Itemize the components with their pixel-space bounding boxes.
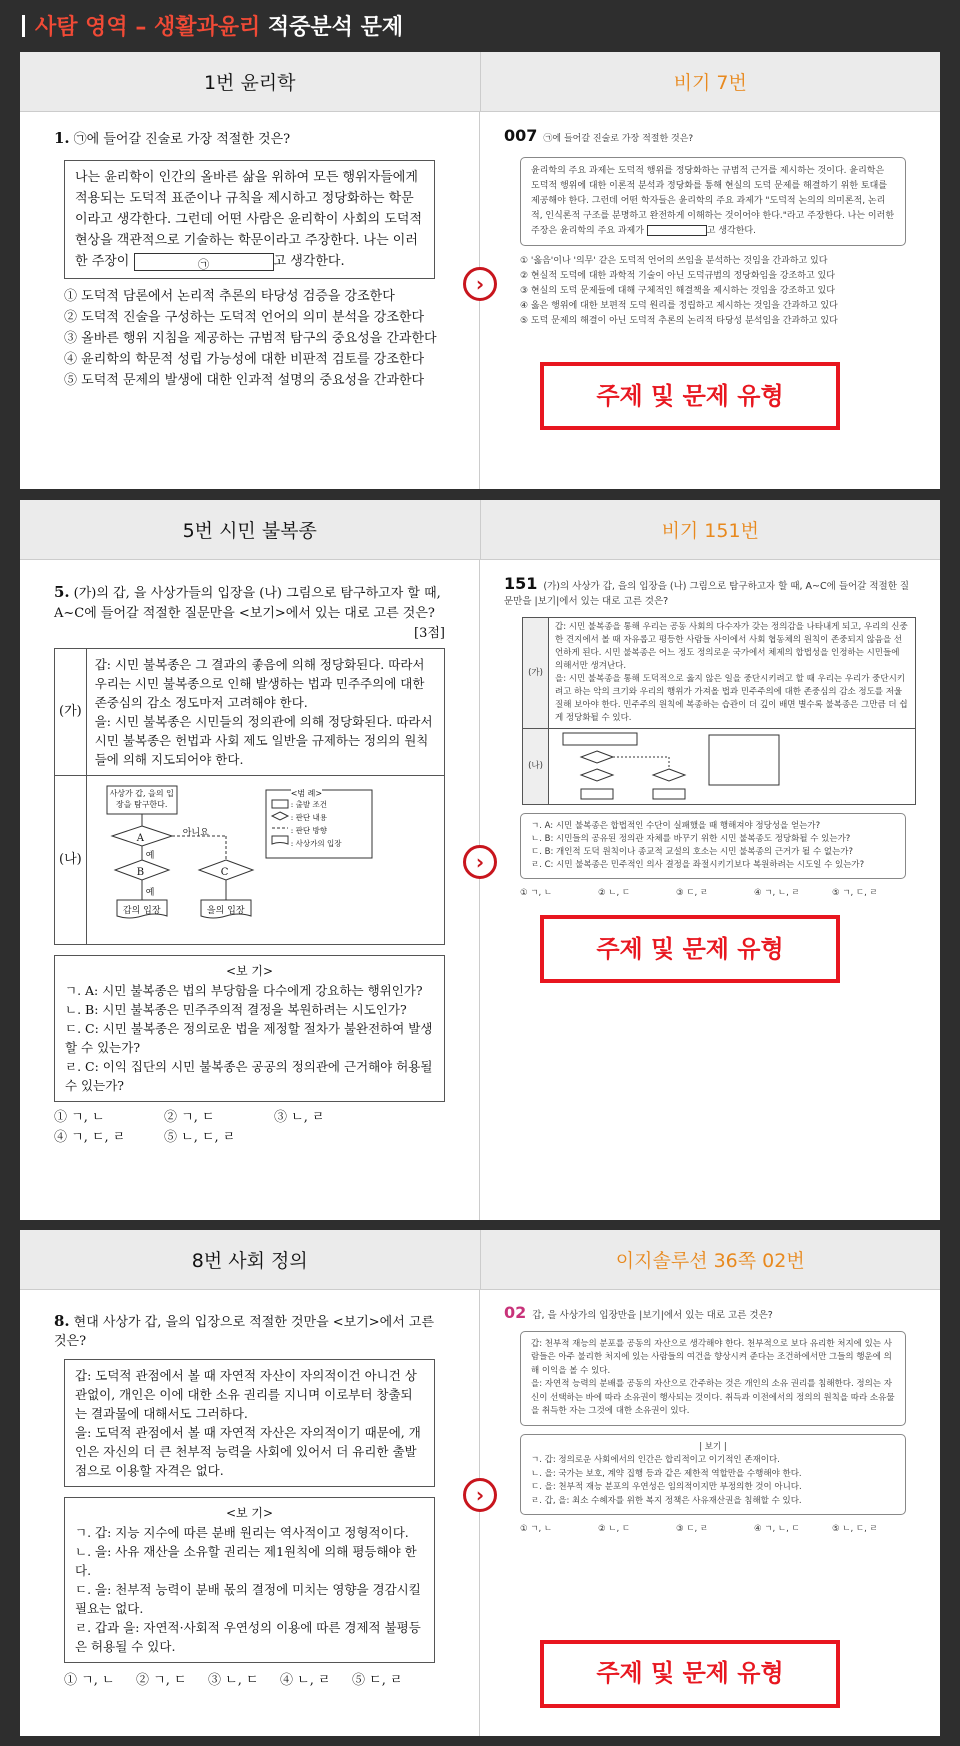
ga-statement: 갑: 시민 불복종은 그 결과의 좋음에 의해 정당화된다. 따라서 우리는 시민 불복종으로 인해 발생하는 법과 민주주의에 대한 존중심의 감소 정도마저 고려해야 한다. xyxy=(94,657,425,710)
title-suffix: 적중분석 문제 xyxy=(260,15,404,40)
bogi-item: ㄷ. 을: 천부적 능력이 분배 몫의 결정에 미치는 영향을 경감시킬 필요는 없다. xyxy=(75,1582,421,1616)
legend-items xyxy=(291,798,342,850)
bogi-item: ㄷ. C: 시민 불복종은 정의로운 법을 제정할 절차가 불완전하여 발생할 수 있는가? xyxy=(65,1021,433,1055)
source-question xyxy=(480,112,940,489)
points-label: [3점] xyxy=(414,626,445,641)
source-bogi-item: ㄴ. B: 시민들의 공유된 정의관 자체를 바꾸기 위한 시민 불복종도 정당화될 수 있는가? xyxy=(531,834,851,844)
source-option: ⑤ 도덕 문제의 해결이 아닌 도덕적 추론의 논리적 타당성 분석임을 간과하고 있다 xyxy=(520,316,838,326)
question-number: 5. xyxy=(54,583,70,601)
option: ④ 윤리학의 학문적 성립 가능성에 대한 비판적 검토를 강조한다 xyxy=(64,352,425,367)
exam-question-label: 5번 시민 불복종 xyxy=(20,500,481,559)
source-stem xyxy=(504,128,916,147)
source-bogi-item: ㄱ. 갑: 정의로운 사회에서의 인간은 합리적이고 이기적인 존재이다. xyxy=(531,1455,780,1465)
passage-box xyxy=(64,1359,435,1487)
title-accent: 생활과윤리 xyxy=(154,15,261,40)
source-option: ② ㄴ, ㄷ xyxy=(598,1524,631,1534)
source-options xyxy=(504,1523,916,1537)
option: ④ ㄴ, ㄹ xyxy=(280,1673,331,1688)
row-label-ga: (가) xyxy=(523,618,549,729)
legend-item: : 판단 내용 xyxy=(290,813,327,822)
option: ④ ㄱ, ㄷ, ㄹ xyxy=(54,1130,126,1145)
flow-no-label: 아니요 xyxy=(182,828,209,838)
source-bogi-item: ㄷ. B: 개인적 도덕 원칙이나 종교적 교설의 호소는 시민 불복종의 근거가 될 수 없는가? xyxy=(531,847,853,857)
legend-title: <범 례> xyxy=(291,784,322,804)
source-question-label: 이지솔루션 36쪽 02번 xyxy=(615,1250,805,1272)
source-options xyxy=(504,254,916,329)
exam-question-label: 8번 사회 정의 xyxy=(20,1230,481,1289)
option: ① ㄱ, ㄴ xyxy=(54,1110,105,1125)
chevron-right-icon: › xyxy=(463,1478,497,1512)
exam-question xyxy=(20,1290,480,1736)
source-passage-box xyxy=(520,1331,906,1426)
source-statements xyxy=(549,618,916,729)
bogi-item: ㄱ. A: 시민 불복종은 법의 부당함을 다수에게 강요하는 행위인가? xyxy=(65,983,423,998)
source-question-label: 비기 151번 xyxy=(661,520,759,542)
flow-b-label: B xyxy=(136,867,145,878)
source-bogi-item: ㄹ. C: 시민 불복종은 민주적인 의사 결정을 좌절시키기보다 복원하려는 시도일 수 있는가? xyxy=(531,860,865,870)
flowchart-cell xyxy=(86,776,444,945)
source-bogi-box xyxy=(520,813,906,879)
question-stem xyxy=(54,128,445,150)
source-number: 007 xyxy=(504,126,538,145)
source-option: ③ 현실의 도덕 문제들에 대해 구체적인 해결책을 제시하는 것임을 강조하고 있다 xyxy=(520,286,835,296)
source-option: ② 현실적 도덕에 대한 과학적 기술이 아닌 도덕규범의 정당화임을 강조하고 있다 xyxy=(520,271,835,281)
bogi-box xyxy=(54,955,445,1102)
source-option: ① ㄱ, ㄴ xyxy=(520,888,553,898)
source-stem xyxy=(504,576,916,609)
source-stem xyxy=(504,1303,916,1323)
bogi-item: ㄹ. 갑과 을: 자연적·사회적 우연성의 이용에 따른 경제적 불평등은 허용될 수 있다. xyxy=(75,1620,421,1654)
flow-output-eul xyxy=(653,789,685,799)
legend-item: : 출발 조건 xyxy=(290,800,327,809)
exam-question xyxy=(20,112,480,489)
flow-diamond-b xyxy=(581,769,613,781)
passage-box xyxy=(64,160,435,279)
flow-c-label: C xyxy=(220,867,229,878)
source-option: ② ㄴ, ㄷ xyxy=(598,888,631,898)
row-label-na: (나) xyxy=(55,776,87,945)
options-list xyxy=(54,1108,445,1148)
bogi-item: ㄴ. B: 시민 불복종은 민주주의적 결정을 복원하려는 시도인가? xyxy=(65,1002,407,1017)
flow-a-label: A xyxy=(136,833,144,844)
source-options xyxy=(504,887,916,900)
answer-blank: ㉠ xyxy=(134,253,274,271)
flow-diamond-a xyxy=(581,751,613,763)
source-option: ③ ㄷ, ㄹ xyxy=(676,1524,709,1534)
question-number: 1. xyxy=(54,129,70,147)
source-question-text: ㉠에 들어갈 진술로 가장 적절한 것은? xyxy=(543,134,694,144)
section-social-justice xyxy=(20,1230,940,1736)
source-passage-text: 윤리학의 주요 과제는 도덕적 행위를 정당화하는 규범적 근거를 제시하는 것이다. 윤리학은 도덕적 행위에 대한 이론적 분석과 정당화를 통해 현실의 도덕 문제를 해결하기 위한 토대를 제공해야 한다. 그런데 어떤 학자들은 윤리학의 주요 과제가 "도덕적 논의의 의미론적, 논리적, 인식론적 구조를 분명하고 완전하게 이해하는 것이어야 한다."라고 주장한다. 나는 이러한 주장은 윤리학의 주요 과제가 xyxy=(531,166,895,236)
row-label-ga: (가) xyxy=(55,649,87,776)
flow-output-ga xyxy=(581,789,613,799)
source-bogi-item: ㄹ. 갑, 을: 최소 수혜자를 위한 복지 정책은 사유재산권을 침해할 수 있다. xyxy=(531,1495,802,1506)
source-option: ④ 옳은 행위에 대한 보편적 도덕 원리를 정립하고 제시하는 것임을 간과하고 있다 xyxy=(520,301,838,311)
bogi-title: <보 기> xyxy=(225,964,274,978)
topic-type-badge: 주제 및 문제 유형 xyxy=(540,362,840,430)
flow-yes-label: 예 xyxy=(145,888,155,898)
source-question-text: (가)의 사상가 갑, 을의 입장을 (나) 그림으로 탐구하고자 할 때, A~C에 들어갈 적절한 질문만을 |보기|에서 있는 대로 고른 것은? xyxy=(504,581,910,607)
source-question-text: 갑, 을 사상가의 입장만을 |보기|에서 있는 대로 고른 것은? xyxy=(532,1310,773,1321)
source-option: ⑤ ㄱ, ㄷ, ㄹ xyxy=(832,888,878,898)
source-flowchart-svg xyxy=(559,731,789,803)
source-question xyxy=(480,560,940,1220)
ga-na-table xyxy=(54,648,445,945)
chevron-right-icon: › xyxy=(463,267,497,301)
flow-output-eul-text: 을의 입장 xyxy=(206,906,245,916)
source-number: 02 xyxy=(504,1303,527,1322)
question-text: (가)의 갑, 을 사상가들의 입장을 (나) 그림으로 탐구하고자 할 때, A~C에 들어갈 적절한 질문만을 <보기>에서 있는 대로 고른 것은? xyxy=(54,586,441,621)
flow-diamond-c xyxy=(653,769,685,781)
legend-swatch xyxy=(272,800,288,808)
source-answer-blank xyxy=(647,225,707,236)
flowchart xyxy=(91,780,440,940)
bogi-item: ㄴ. 을: 사유 재산을 소유할 권리는 제1원칙에 의해 평등해야 한다. xyxy=(75,1544,417,1578)
source-passage-tail: 고 생각한다. xyxy=(706,226,756,236)
bogi-box xyxy=(64,1497,435,1663)
source-ga-na-table xyxy=(522,617,916,805)
option: ③ ㄴ, ㄹ xyxy=(274,1110,325,1125)
exam-question-label: 1번 윤리학 xyxy=(20,52,481,111)
page-title xyxy=(0,0,960,48)
question-stem xyxy=(54,1312,445,1351)
title-prefix: 사탐 영역 – xyxy=(35,15,154,40)
bogi-title: <보 기> xyxy=(225,1506,274,1520)
source-number: 151 xyxy=(504,574,538,593)
bogi-item: ㄱ. 갑: 지능 지수에 따른 분배 원리는 역사적이고 정형적이다. xyxy=(75,1525,409,1540)
source-option: ④ ㄱ, ㄴ, ㄷ xyxy=(754,1524,800,1534)
option: ② ㄱ, ㄷ xyxy=(164,1110,215,1125)
legend-box xyxy=(709,735,779,785)
source-option: ① ㄱ, ㄴ xyxy=(520,1524,553,1534)
source-option: ④ ㄱ, ㄴ, ㄹ xyxy=(754,888,800,898)
option: ① 도덕적 담론에서 논리적 추론의 타당성 검증을 강조한다 xyxy=(64,289,395,304)
section-header xyxy=(20,500,940,560)
source-question-label: 비기 7번 xyxy=(673,72,747,94)
flow-output-ga-text: 갑의 입장 xyxy=(122,906,161,916)
passage-tail: 고 생각한다. xyxy=(273,254,345,269)
question-text: ㉠에 들어갈 진술로 가장 적절한 것은? xyxy=(73,132,291,147)
flow-yes-label: 예 xyxy=(145,851,155,861)
chevron-right-icon: › xyxy=(463,845,497,879)
question-stem xyxy=(54,582,445,644)
question-number: 8. xyxy=(54,1312,70,1330)
source-bogi-item: ㄴ. 을: 국가는 보호, 계약 집행 등과 같은 제한적 역할만을 수행해야 한다. xyxy=(531,1468,802,1479)
option: ⑤ 도덕적 문제의 발생에 대한 인과적 설명의 중요성을 간과한다 xyxy=(64,373,425,388)
legend-swatch xyxy=(272,836,288,844)
flow-start-text: 사상가 갑, 을의 입장을 탐구한다. xyxy=(109,789,174,809)
option: ③ ㄴ, ㄷ xyxy=(208,1673,259,1688)
source-option: ③ ㄷ, ㄹ xyxy=(676,888,709,898)
source-bogi-item: ㄱ. A: 시민 불복종은 합법적인 수단이 실패했을 때 행해져야 정당성을 얻는가? xyxy=(531,821,821,831)
ga-statement: 갑: 도덕적 관점에서 볼 때 자연적 자산이 자의적이건 아니건 상관없이, 개인은 이에 대한 소유 권리를 지니며 이로부터 창출되는 결과물에 대해서도 그러하다. xyxy=(75,1368,417,1421)
source-flowchart-cell xyxy=(549,729,916,805)
flow-start-box xyxy=(563,733,637,745)
section-header xyxy=(20,52,940,112)
topic-type-badge: 주제 및 문제 유형 xyxy=(540,915,840,983)
option: ③ 올바른 행위 지침을 제공하는 규범적 탐구의 중요성을 간과한다 xyxy=(64,331,437,346)
options-list xyxy=(54,287,445,391)
passage-text: 나는 윤리학이 인간의 올바른 삶을 위하여 모든 행위자들에게 적용되는 도덕적 표준이나 규칙을 제시하고 정당화하는 학문이라고 생각한다. 그런데 어떤 사람은 윤리학이 사회의 도덕적 현상을 객관적으로 기술하는 학문이라고 주장한다. 나는 이러한 주장이 xyxy=(75,170,423,269)
source-eul-statement: 을: 자연적 능력의 분배를 공동의 자산으로 간주하는 것은 개인의 소유 권리를 침해한다. 정의는 자신이 선택하는 바에 따라 소유권이 행사되는 것이다. 취득과 이전에서의 정의의 원칙을 따라 소유물을 취득한 자는 그것에 대한 소유권이 있다. xyxy=(531,1379,895,1416)
source-option: ⑤ ㄴ, ㄷ, ㄹ xyxy=(832,1524,878,1534)
source-eul-statement: 을: 시민 불복종을 통해 도덕적으로 옳지 않은 일을 중단시키려고 할 때 우리는 우리가 중단시키려고 하는 악의 크기와 우리의 행위가 가져올 법과 민주주의에 대한 존중심의 감소 정도를 저울질해 보아야 한다. 민주주의 원칙에 복종하는 습관이 더 깊이 배면 별수록 불복종은 그만큼 더 쉽게 정당화될 수 있다. xyxy=(555,674,908,723)
source-bogi-box xyxy=(520,1434,906,1516)
options-list xyxy=(54,1671,445,1690)
option: ② ㄱ, ㄷ xyxy=(136,1673,187,1688)
option: ② 도덕적 진술을 구성하는 도덕적 언어의 의미 분석을 강조한다 xyxy=(64,310,425,325)
option: ⑤ ㄴ, ㄷ, ㄹ xyxy=(164,1130,236,1145)
section-ethics xyxy=(20,52,940,489)
option: ① ㄱ, ㄴ xyxy=(64,1673,115,1688)
source-bogi-title: | 보기 | xyxy=(699,1441,727,1452)
section-civil-disobedience xyxy=(20,500,940,1220)
option: ⑤ ㄷ, ㄹ xyxy=(352,1673,403,1688)
exam-question xyxy=(20,560,480,1220)
source-bogi-item: ㄷ. 을: 천부적 재능 분포의 우연성은 임의적이지만 부정의한 것이 아니다. xyxy=(531,1482,802,1492)
source-option: ① '옳음'이나 '의무' 같은 도덕적 언어의 쓰임을 분석하는 것임을 간과하고 있다 xyxy=(520,256,828,266)
question-text: 현대 사상가 갑, 을의 입장으로 적절한 것만을 <보기>에서 고른 것은? xyxy=(54,1315,435,1349)
eul-statement: 을: 시민 불복종은 시민들의 정의관에 의해 정당화된다. 따라서 시민 불복종은 헌법과 사회 제도 일반을 규제하는 정의의 원칙들에 의해 지도되어야 한다. xyxy=(94,714,433,767)
legend-item: : 판단 방향 xyxy=(290,826,327,835)
section-header xyxy=(20,1230,940,1290)
title-divider xyxy=(22,15,25,37)
source-passage-box xyxy=(520,157,906,246)
topic-type-badge: 주제 및 문제 유형 xyxy=(540,1640,840,1708)
row-label-na: (나) xyxy=(523,729,549,805)
source-question xyxy=(480,1290,940,1736)
source-ga-statement: 갑: 시민 불복종을 통해 우리는 공동 사회의 다수자가 갖는 정의감을 나타내게 되고, 우리의 신중한 견지에서 볼 때 자유롭고 평등한 사람들 사이에서 사회 협동체의 원칙이 존중되지 않음을 선언하게 된다. 시민 불복종은 어느 정도 정의로운 국가에서 체제의 합법성을 인정하는 시민들에 의해서만 생겨난다. xyxy=(555,622,908,671)
source-ga-statement: 갑: 천부적 재능의 분포를 공동의 자산으로 생각해야 한다. 천부적으로 보다 유리한 처지에 있는 사람들은 아주 불리한 처지에 있는 사람들의 여건을 향상시켜 준다는 조건하에서만 그들의 행운에 의해 이익을 볼 수 있다. xyxy=(531,1338,892,1376)
bogi-item: ㄹ. C: 이익 집단의 시민 불복종은 공공의 정의관에 근거해야 허용될 수 있는가? xyxy=(65,1059,433,1093)
eul-statement: 을: 도덕적 관점에서 볼 때 자연적 자산은 자의적이기 때문에, 개인은 자신의 더 큰 천부적 능력을 사회에 있어서 더 유리한 출발점으로 이용할 자격은 없다. xyxy=(75,1425,421,1478)
legend-item: : 사상가의 입장 xyxy=(290,839,342,848)
thinker-statements xyxy=(86,649,444,776)
